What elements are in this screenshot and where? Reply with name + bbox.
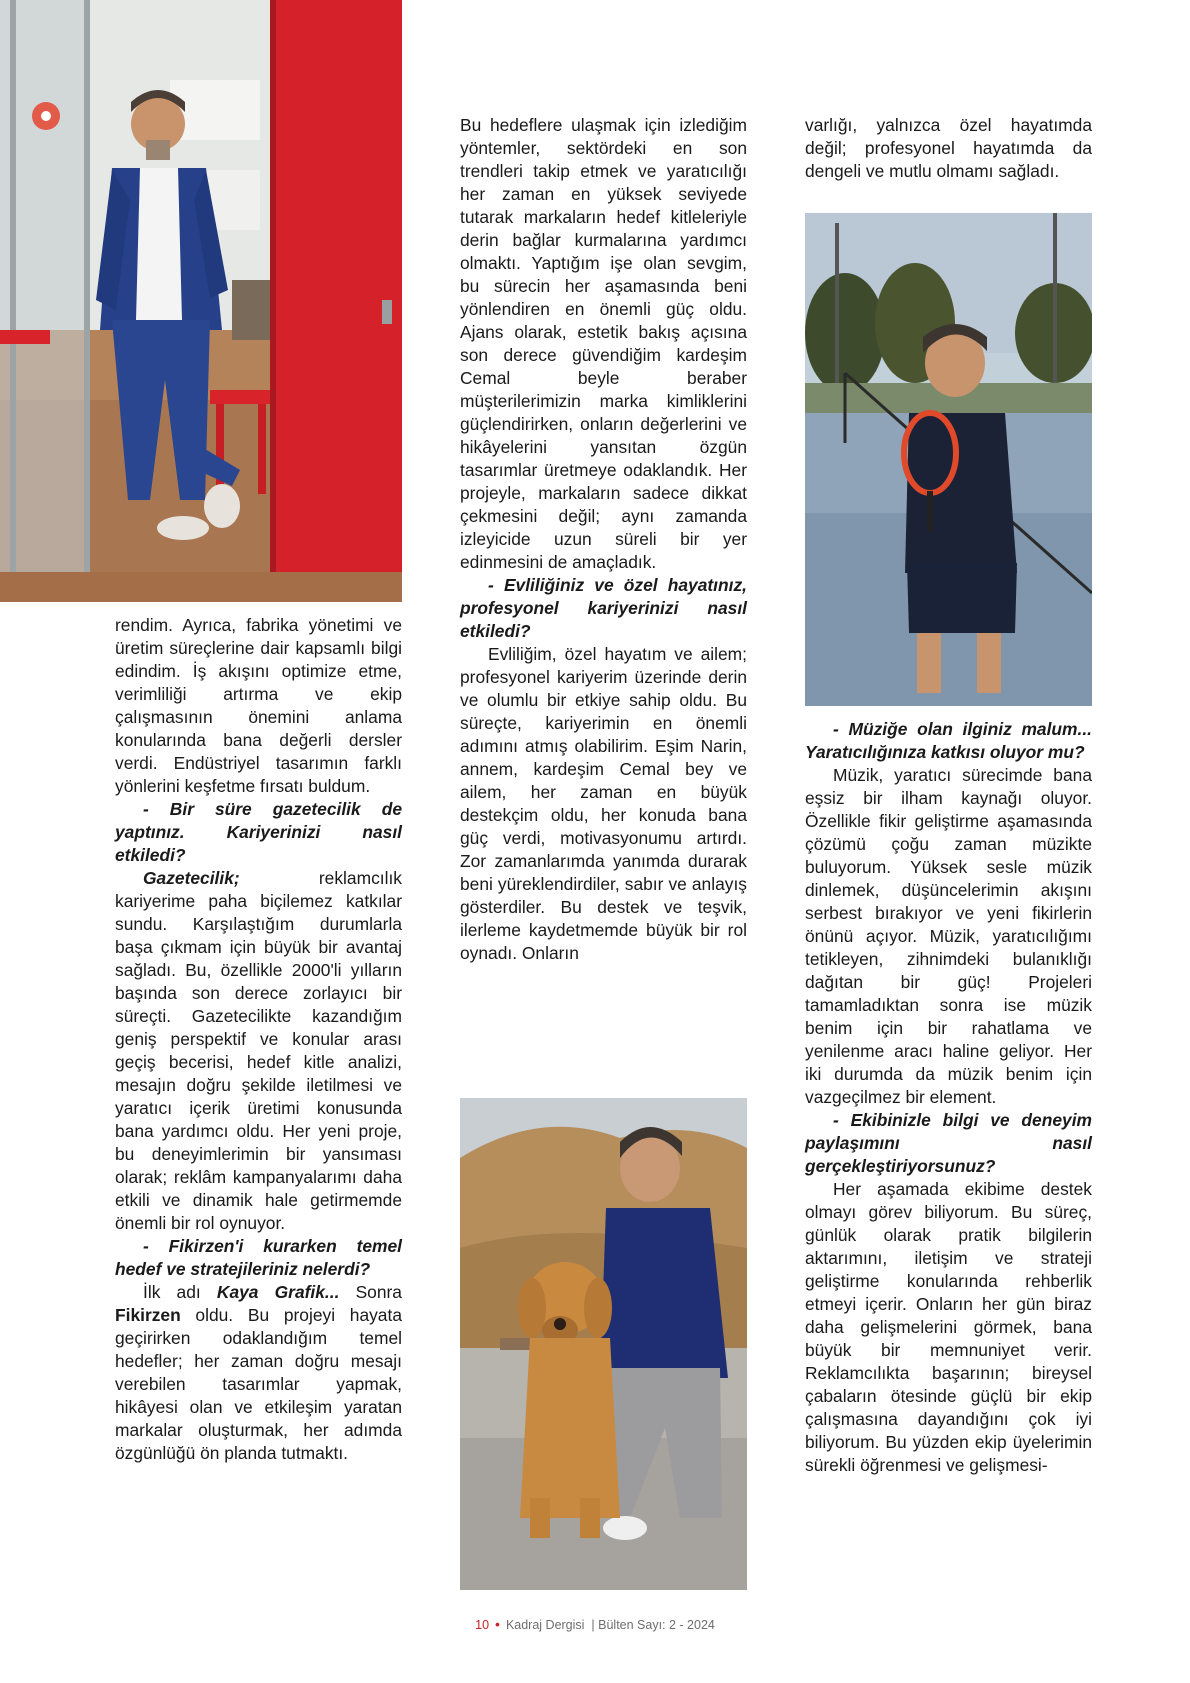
col2-question-1: - Evliliğiniz ve özel hayatınız, profesyonel kariyerinizi nasıl etkiledi?: [460, 575, 747, 641]
col2-paragraph-2: Evliliğim, özel hayatım ve ailem; profesyonel kariyerim üzerinde derin ve olumlu bir etkiye sahip oldu. Bu süreçte, kariyerimin en önemli adımını atmış olabilirim. Eşim Narin, annem, kardeşim Cemal bey ve ailem, her zaman en büyük destekçim oldu, her konuda bana güç verdi, motivasyonumu artırdı. Zor zamanlarımda yanımda durarak beni yüreklendirdiler, sabır ve anlayış gösterdiler. Bu destek ve teşvik, ilerleme kaydetmemde büyük bir rol oynadı. Onların: [460, 644, 747, 963]
col1-paragraph-1: rendim. Ayrıca, fabrika yönetimi ve üretim süreçlerine dair kapsamlı bilgi edindim. İş akışını optimize etme, verimliliği artırma ve ekip çalışmasının önemini anlama konularında bana değerli dersler verdi. Endüstriyel tasarımın farklı yönlerini keşfetme fırsatı buldum.: [115, 615, 402, 796]
col1-p3-part-b: Sonra: [339, 1282, 402, 1302]
col1-p3-part-c: oldu. Bu projeyi hayata geçirirken odaklandığım temel hedefler; her zaman doğru mesajı verebilen tasarımlar yapmak, hikâyesi olan ve etkileşim yaratan markalar oluşturmak, her adımda özgünlüğü ön planda tutmaktı.: [115, 1305, 402, 1463]
tennis-photo: [805, 213, 1092, 706]
issue-info: | Bülten Sayı: 2 - 2024: [591, 1618, 715, 1632]
page-footer: [0, 1616, 1190, 1632]
col2-paragraph-1: Bu hedeflere ulaşmak için izlediğim yöntemler, sektördeki en son trendleri takip etmek ve yaratıcılığı her zaman en yüksek seviyede tutarak markaların hedef kitleleriyle derin bağlar kurmalarına yardımcı olmaktı. Yaptığım işe olan sevgim, bu sürecin her aşamasında beni yönlendiren en önemli güç oldu. Ajans olarak, estetik bakış açısına son derece güvendiğim kardeşim Cemal beyle beraber müşterilerimizin marka kimliklerini güçlendirirken, onların değerlerini ve hikâyelerini yansıtan özgün tasarımlar üretmeye odaklandık. Her projeyle, markaların sadece dikkat çekmesini değil; aynı zamanda izleyicide uzun süreli bir yer edinmesini de amaçladık.: [460, 115, 747, 572]
text-column-2: [460, 114, 747, 965]
col1-question-2: - Fikirzen'i kurarken temel hedef ve stratejileriniz nelerdi?: [115, 1236, 402, 1279]
col3-paragraph-3: Her aşamada ekibime destek olmayı görev biliyorum. Bu süreç, günlük olarak pratik bilgilerin aktarımını, iletişim ve strateji geliştirme konularında rehberlik etmeyi içerir. Onların her gün biraz daha gelişmelerini görmek, bana büyük bir memnuniyet verir. Reklamcılıkta başarının; bireysel çabaların ötesinde güçlü bir ekip çalışmasına dayandığını çok iyi biliyorum. Bu yüzden ekip üyelerimin sürekli öğrenmesi ve gelişmesi-: [805, 1179, 1092, 1475]
col1-paragraph-2: [115, 867, 402, 1235]
magazine-name: Kadraj Dergisi: [505, 1618, 585, 1632]
col1-paragraph-2-lead: Gazetecilik;: [143, 868, 240, 888]
col1-question-1: - Bir süre gazetecilik de yaptınız. Kariyerinizi nasıl etkiledi?: [115, 799, 402, 865]
col3-paragraph-2: Müzik, yaratıcı sürecimde bana eşsiz bir ilham kaynağı oluyor. Özellikle fikir geliştirme aşamasında çözümü çoğu zaman müzikte buluyorum. Yüksek sesle müzik dinlemek, düşüncelerimin akışını serbest bırakıyor ve yeni fikirlerin önünü açıyor. Müzik, yaratıcılığımı tetikleyen, zihnimdeki bulanıklığı dağıtan bir güç! Projeleri tamamladıktan sonra ise müzik benim için bir rahatlama ve yenilenme aracı haline geliyor. Her iki durumda da müzik benim için vazgeçilmez bir element.: [805, 765, 1092, 1107]
col3-question-1: - Müziğe olan ilginiz malum... Yaratıcılığınıza katkısı oluyor mu?: [805, 719, 1092, 762]
fikirzen-emphasis: Fikirzen: [115, 1305, 181, 1325]
col3-question-2: - Ekibinizle bilgi ve deneyim paylaşımını nasıl gerçekleştiriyorsunuz?: [805, 1110, 1092, 1176]
col1-p3-part-a: İlk adı: [143, 1282, 217, 1302]
footer-bullet: •: [495, 1616, 500, 1632]
dog-photo: [460, 1098, 747, 1590]
text-column-3: [805, 114, 1092, 183]
col1-paragraph-2-body: reklamcılık kariyerime paha biçilemez katkılar sundu. Karşılaştığım durumlarla başa çıkmam için büyük bir avantaj sağladı. Bu, özellikle 2000'li yılların başında son derece zorlayıcı bir süreçti. Gazetecilikte kazandığım geniş perspektif ve konular arası geçiş becerisi, hedef kitle analizi, mesajın doğru şekilde iletilmesi ve yaratıcı içerik üretimi konusunda bana yardımcı oldu. Her yeni proje, bu deneyimlerimin bir yansıması olarak; reklâm kampanyalarımı daha etkili ve dinamik hale getirmemde önemli bir rol oynuyor.: [115, 868, 402, 1233]
col3-paragraph-1: varlığı, yalnızca özel hayatımda değil; profesyonel hayatımda da dengeli ve mutlu olmamı sağladı.: [805, 115, 1092, 181]
text-column-1: [115, 614, 402, 1465]
text-column-3-lower: [805, 718, 1092, 1477]
col1-paragraph-3: [115, 1281, 402, 1465]
page-number: 10: [475, 1618, 490, 1632]
kaya-grafik-emphasis: Kaya Grafik...: [216, 1282, 340, 1302]
office-portrait-photo: [0, 0, 402, 602]
